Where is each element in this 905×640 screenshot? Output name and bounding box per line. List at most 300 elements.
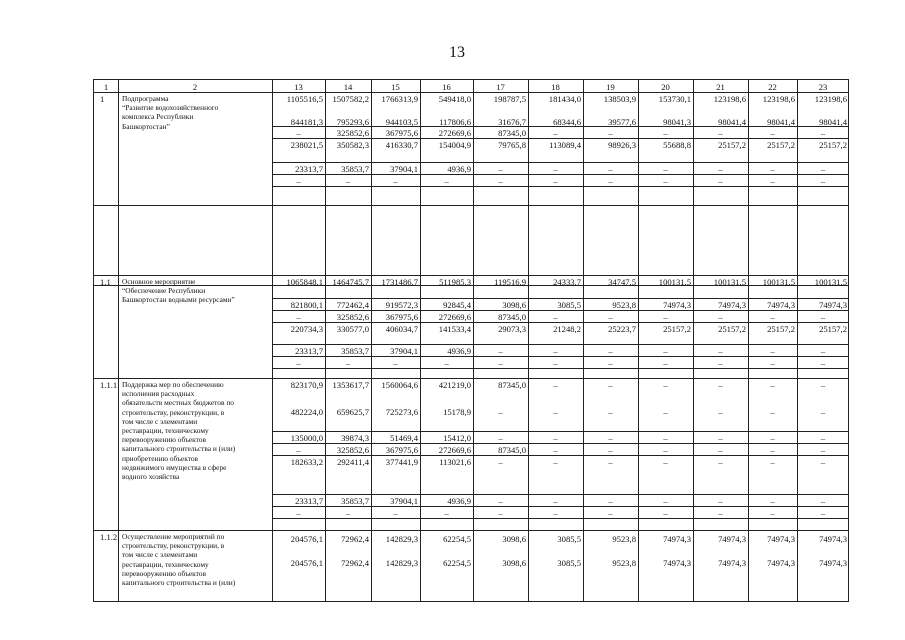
section-label-line: недвижимого имущества в сфере	[122, 462, 227, 472]
value-cell: 135000,0	[290, 433, 323, 443]
value-cell: 549418,0	[438, 94, 471, 104]
section-label-line: перевооружению объектов	[122, 435, 206, 445]
value-cell: –	[498, 176, 503, 186]
page-number: 13	[449, 44, 465, 61]
value-cell: –	[553, 128, 558, 138]
value-cell: –	[770, 346, 775, 356]
value-cell: –	[498, 457, 503, 467]
header-cell: 21	[716, 82, 725, 92]
value-cell: –	[770, 128, 775, 138]
value-cell: 74974,3	[718, 558, 746, 568]
value-cell: –	[663, 457, 668, 467]
value-cell: 844181,3	[290, 117, 323, 127]
value-cell: –	[444, 176, 449, 186]
value-cell: –	[553, 164, 558, 174]
value-cell: –	[345, 358, 351, 368]
value-cell: 1731486,7	[381, 277, 418, 287]
row-underline	[272, 494, 849, 495]
value-cell: 37904,1	[390, 496, 418, 506]
row-underline	[272, 431, 849, 432]
section-divider	[94, 205, 849, 206]
row-underline	[272, 344, 849, 345]
column-line	[420, 80, 421, 601]
value-cell: –	[820, 457, 826, 467]
value-cell: –	[553, 496, 558, 506]
row-underline	[272, 298, 849, 299]
value-cell: –	[770, 457, 775, 467]
value-cell: 55688,8	[663, 140, 691, 150]
value-cell: –	[770, 508, 775, 518]
value-cell: 34747,5	[608, 277, 636, 287]
value-cell: –	[718, 508, 723, 518]
value-cell: 98041,4	[767, 117, 795, 127]
value-cell: –	[718, 407, 723, 417]
section-label	[122, 277, 270, 305]
section-divider	[94, 530, 849, 531]
value-cell: –	[608, 346, 613, 356]
section-label-line: капитального строительства и (или)	[122, 444, 236, 454]
value-cell: 141533,4	[438, 324, 471, 334]
section-code: 1.1.2	[100, 532, 118, 542]
value-cell: 198787,5	[493, 94, 526, 104]
value-cell: –	[770, 312, 775, 322]
header-cell: 2	[192, 82, 198, 92]
value-cell: –	[296, 358, 301, 368]
value-cell: 377441,9	[385, 457, 418, 467]
value-cell: 821800,1	[290, 300, 323, 310]
value-cell: –	[498, 346, 503, 356]
value-cell: –	[498, 508, 503, 518]
header-cell: 14	[343, 82, 353, 92]
value-cell: 220734,3	[290, 324, 323, 334]
value-cell: 823170,9	[290, 380, 323, 390]
value-cell: 100131,5	[762, 277, 795, 287]
value-cell: 1105516,5	[286, 94, 323, 104]
value-cell: –	[718, 433, 723, 443]
value-cell: 181434,0	[548, 94, 581, 104]
value-cell: 9523,8	[612, 534, 636, 544]
value-cell: 74974,3	[767, 300, 795, 310]
section-label-line: том числе с элементами	[122, 550, 198, 560]
value-cell: 100131,5	[814, 277, 847, 287]
column-line	[118, 80, 119, 601]
value-cell: 25157,2	[663, 324, 691, 334]
value-cell: –	[718, 496, 723, 506]
value-cell: –	[820, 508, 826, 518]
value-cell: –	[820, 433, 826, 443]
section-divider	[94, 275, 849, 276]
value-cell: –	[718, 176, 723, 186]
header-cell: 17	[496, 82, 505, 92]
column-line	[693, 80, 694, 601]
section-label-line: строительству, реконструкции, в	[122, 541, 225, 551]
value-cell: 272669,6	[438, 128, 471, 138]
value-cell: 123198,6	[814, 94, 847, 104]
value-cell: 31676,7	[498, 117, 526, 127]
value-cell: –	[393, 508, 398, 518]
value-cell: –	[820, 128, 826, 138]
value-cell: 74974,3	[718, 534, 746, 544]
value-cell: –	[345, 508, 351, 518]
value-cell: 98926,3	[608, 140, 636, 150]
value-cell: 238021,5	[290, 140, 323, 150]
value-cell: 74974,3	[819, 534, 847, 544]
value-cell: 421219,0	[438, 380, 471, 390]
value-cell: 25157,2	[718, 140, 746, 150]
value-cell: –	[718, 358, 723, 368]
value-cell: 21248,2	[553, 324, 581, 334]
row-underline	[272, 356, 849, 357]
row-underline	[272, 126, 849, 127]
value-cell: –	[663, 164, 668, 174]
section-label-line: том числе с элементами	[122, 416, 198, 426]
value-cell: 24333,7	[553, 277, 581, 287]
section-label-line: строительству, реконструкции, в	[122, 407, 225, 417]
section-label-line: комплекса Республики	[122, 112, 194, 122]
row-underline	[272, 455, 849, 456]
value-cell: 919572,3	[385, 300, 418, 310]
section-label	[122, 532, 270, 587]
value-cell: 92845,4	[443, 300, 471, 310]
value-cell: 1065848,1	[286, 277, 323, 287]
value-cell: 1353617,7	[332, 380, 369, 390]
value-cell: 3085,5	[557, 558, 581, 568]
value-cell: –	[608, 508, 613, 518]
value-cell: –	[770, 407, 775, 417]
value-cell: –	[820, 445, 826, 455]
value-cell: 39577,6	[608, 117, 636, 127]
value-cell: 330577,0	[336, 324, 369, 334]
value-cell: 944103,5	[385, 117, 418, 127]
section-label-line: обязательств местных бюджетов по	[122, 398, 234, 408]
value-cell: 39874,3	[341, 433, 369, 443]
value-cell: 62254,5	[443, 558, 471, 568]
header-cell: 23	[818, 82, 828, 92]
column-line	[583, 80, 584, 601]
section-label-line: перевооружению объектов	[122, 568, 206, 578]
value-cell: 367975,6	[385, 312, 418, 322]
section-label-line: реставрации, техническому	[122, 426, 209, 436]
section-label-line: Основное мероприятие	[122, 277, 196, 286]
value-cell: 659625,7	[336, 407, 369, 417]
value-cell: 511985,3	[439, 277, 471, 287]
section-label	[122, 380, 270, 481]
value-cell: 51469,4	[390, 433, 418, 443]
value-cell: –	[608, 445, 613, 455]
value-cell: –	[663, 358, 668, 368]
value-cell: 15178,9	[443, 407, 471, 417]
value-cell: –	[820, 358, 826, 368]
value-cell: 367975,6	[385, 128, 418, 138]
value-cell: –	[393, 176, 398, 186]
value-cell: 3098,6	[502, 558, 526, 568]
column-line	[371, 80, 372, 601]
value-cell: –	[296, 508, 301, 518]
value-cell: 35853,7	[341, 496, 369, 506]
value-cell: –	[663, 407, 668, 417]
value-cell: 138503,9	[603, 94, 636, 104]
value-cell: 725273,6	[385, 407, 418, 417]
value-cell: 98041,4	[819, 117, 847, 127]
header-cell: 15	[391, 82, 400, 92]
value-cell: –	[770, 380, 775, 390]
header-cell: 19	[606, 82, 615, 92]
value-cell: –	[296, 445, 301, 455]
value-cell: –	[498, 164, 503, 174]
row-underline	[272, 322, 849, 323]
value-cell: –	[820, 176, 826, 186]
value-cell: 325852,6	[336, 312, 369, 322]
section-label-line: Башкортостан”	[122, 121, 170, 131]
value-cell: –	[296, 312, 301, 322]
value-cell: –	[718, 346, 723, 356]
value-cell: –	[820, 164, 826, 174]
value-cell: 1560064,6	[381, 380, 418, 390]
value-cell: 23313,7	[295, 496, 323, 506]
value-cell: 98041,3	[663, 117, 691, 127]
value-cell: –	[718, 164, 723, 174]
value-cell: 79765,8	[498, 140, 526, 150]
value-cell: 142829,3	[385, 558, 418, 568]
column-line	[272, 80, 273, 601]
value-cell: 87345,0	[498, 445, 526, 455]
value-cell: –	[718, 457, 723, 467]
value-cell: 23313,7	[295, 346, 323, 356]
value-cell: 123198,6	[713, 94, 746, 104]
column-line	[473, 80, 474, 601]
value-cell: 25157,2	[718, 324, 746, 334]
value-cell: –	[498, 407, 503, 417]
value-cell: –	[663, 496, 668, 506]
value-cell: –	[553, 346, 558, 356]
value-cell: 292411,4	[337, 457, 369, 467]
value-cell: –	[663, 380, 668, 390]
value-cell: 795293,6	[336, 117, 369, 127]
value-cell: –	[820, 312, 826, 322]
section-label-line: реставрации, техническому	[122, 559, 209, 569]
value-cell: –	[498, 433, 503, 443]
value-cell: 74974,3	[663, 558, 691, 568]
value-cell: –	[608, 457, 613, 467]
value-cell: 62254,5	[443, 534, 471, 544]
value-cell: 9523,8	[612, 558, 636, 568]
section-label-line: приобретению объектов	[122, 453, 199, 463]
value-cell: 1464745,7	[332, 277, 369, 287]
section-divider	[94, 378, 849, 379]
value-cell: 119516,9	[494, 277, 526, 287]
value-cell: –	[608, 380, 613, 390]
value-cell: –	[663, 445, 668, 455]
value-cell: –	[663, 176, 668, 186]
value-cell: 100131,5	[658, 277, 691, 287]
header-cell: 16	[442, 82, 451, 92]
value-cell: 113089,4	[549, 140, 581, 150]
column-line	[748, 80, 749, 601]
section-label-line: Подпрограмма	[122, 94, 169, 103]
value-cell: –	[770, 433, 775, 443]
value-cell: –	[608, 164, 613, 174]
value-cell: –	[770, 445, 775, 455]
row-underline	[272, 443, 849, 444]
value-cell: 35853,7	[341, 346, 369, 356]
value-cell: –	[553, 445, 558, 455]
value-cell: –	[770, 358, 775, 368]
section-label-line: капитального строительства и (или)	[122, 578, 236, 588]
value-cell: 325852,6	[336, 128, 369, 138]
value-cell: –	[608, 358, 613, 368]
value-cell: 15412,0	[443, 433, 471, 443]
value-cell: –	[296, 128, 301, 138]
value-cell: 29073,3	[498, 324, 526, 334]
value-cell: 74974,3	[663, 534, 691, 544]
header-cell: 20	[661, 82, 670, 92]
value-cell: –	[608, 176, 613, 186]
row-underline	[272, 138, 849, 139]
value-cell: 74974,3	[767, 534, 795, 544]
value-cell: 74974,3	[767, 558, 795, 568]
value-cell: –	[608, 407, 613, 417]
value-cell: –	[444, 508, 449, 518]
value-cell: 35853,7	[341, 164, 369, 174]
row-underline	[272, 310, 849, 311]
row-underline	[272, 506, 849, 507]
value-cell: 350582,3	[336, 140, 369, 150]
value-cell: –	[608, 496, 613, 506]
value-cell: 74974,3	[819, 558, 847, 568]
value-cell: 25157,2	[767, 140, 795, 150]
value-cell: 416330,7	[385, 140, 418, 150]
value-cell: 4936,9	[447, 496, 471, 506]
header-cell: 22	[768, 82, 777, 92]
column-line	[797, 80, 798, 601]
value-cell: 87345,0	[498, 380, 526, 390]
section-label-line: водного хозяйства	[122, 472, 180, 482]
value-cell: –	[553, 433, 558, 443]
value-cell: –	[718, 128, 723, 138]
value-cell: 3085,5	[557, 300, 581, 310]
row-underline	[272, 368, 849, 369]
row-underline	[272, 518, 849, 519]
value-cell: 272669,6	[438, 312, 471, 322]
section-label-line: “Развитие водохозяйственного	[122, 103, 219, 113]
value-cell: –	[553, 176, 558, 186]
value-cell: 23313,7	[295, 164, 323, 174]
column-line	[528, 80, 529, 601]
value-cell: –	[718, 312, 723, 322]
value-cell: –	[718, 380, 723, 390]
value-cell: –	[663, 433, 668, 443]
value-cell: –	[498, 496, 503, 506]
value-cell: 204576,1	[290, 534, 323, 544]
value-cell: –	[553, 380, 558, 390]
value-cell: 142829,3	[385, 534, 418, 544]
value-cell: –	[820, 380, 826, 390]
row-underline	[272, 174, 849, 175]
value-cell: 123198,6	[762, 94, 795, 104]
value-cell: 3085,5	[557, 534, 581, 544]
value-cell: 87345,0	[498, 128, 526, 138]
value-cell: 4936,9	[447, 164, 471, 174]
section-code: 1	[100, 94, 105, 104]
value-cell: 3098,6	[502, 534, 526, 544]
value-cell: 1507582,2	[332, 94, 369, 104]
value-cell: 25157,2	[819, 324, 847, 334]
value-cell: –	[553, 407, 558, 417]
section-code: 1.1.1	[100, 380, 118, 390]
value-cell: 87345,0	[498, 312, 526, 322]
value-cell: 72962,4	[341, 558, 369, 568]
budget-table	[93, 79, 849, 602]
value-cell: 98041,4	[718, 117, 746, 127]
value-cell: –	[553, 508, 558, 518]
value-cell: –	[345, 176, 351, 186]
value-cell: –	[296, 176, 301, 186]
section-label-line: Башкортостан водными ресурсами”	[122, 295, 235, 305]
value-cell: 25223,7	[608, 324, 636, 334]
value-cell: –	[820, 346, 826, 356]
value-cell: 37904,1	[390, 164, 418, 174]
section-label-line: “Обеспечение Республики	[122, 286, 206, 296]
header-cell: 18	[551, 82, 560, 92]
column-line	[325, 80, 326, 601]
value-cell: 37904,1	[390, 346, 418, 356]
value-cell: 74974,3	[819, 300, 847, 310]
value-cell: 3098,6	[502, 300, 526, 310]
value-cell: –	[608, 433, 613, 443]
value-cell: –	[608, 128, 613, 138]
section-label-line: Поддержка мер по обеспечению	[122, 380, 224, 389]
header-line	[94, 92, 849, 93]
value-cell: –	[770, 164, 775, 174]
value-cell: –	[393, 358, 398, 368]
value-cell: –	[663, 508, 668, 518]
header-cell: 1	[103, 82, 109, 92]
value-cell: 72962,4	[341, 534, 369, 544]
value-cell: 272669,6	[438, 445, 471, 455]
value-cell: –	[498, 358, 503, 368]
value-cell: 117806,6	[439, 117, 471, 127]
section-label-line: Осуществление мероприятий по	[122, 532, 225, 541]
value-cell: –	[718, 445, 723, 455]
header-cell: 13	[294, 82, 303, 92]
value-cell: –	[608, 312, 613, 322]
value-cell: 4936,9	[447, 346, 471, 356]
value-cell: 325852,6	[336, 445, 369, 455]
value-cell: 367975,6	[385, 445, 418, 455]
column-line	[638, 80, 639, 601]
value-cell: 154004,9	[438, 140, 471, 150]
value-cell: 25157,2	[819, 140, 847, 150]
row-underline	[272, 162, 849, 163]
value-cell: 74974,3	[718, 300, 746, 310]
value-cell: –	[820, 407, 826, 417]
value-cell: –	[663, 346, 668, 356]
section-code: 1.1	[100, 277, 111, 287]
row-underline	[272, 186, 849, 187]
value-cell: 153730,1	[658, 94, 691, 104]
value-cell: 182633,2	[290, 457, 323, 467]
value-cell: 204576,1	[290, 558, 323, 568]
value-cell: 1766313,9	[381, 94, 418, 104]
value-cell: 100131,5	[713, 277, 746, 287]
value-cell: 482224,0	[290, 407, 323, 417]
value-cell: 25157,2	[767, 324, 795, 334]
value-cell: 68344,6	[553, 117, 581, 127]
section-label-line: исполнения расходных	[122, 389, 195, 399]
value-cell: –	[663, 312, 668, 322]
value-cell: –	[553, 358, 558, 368]
value-cell: 406034,7	[385, 324, 418, 334]
